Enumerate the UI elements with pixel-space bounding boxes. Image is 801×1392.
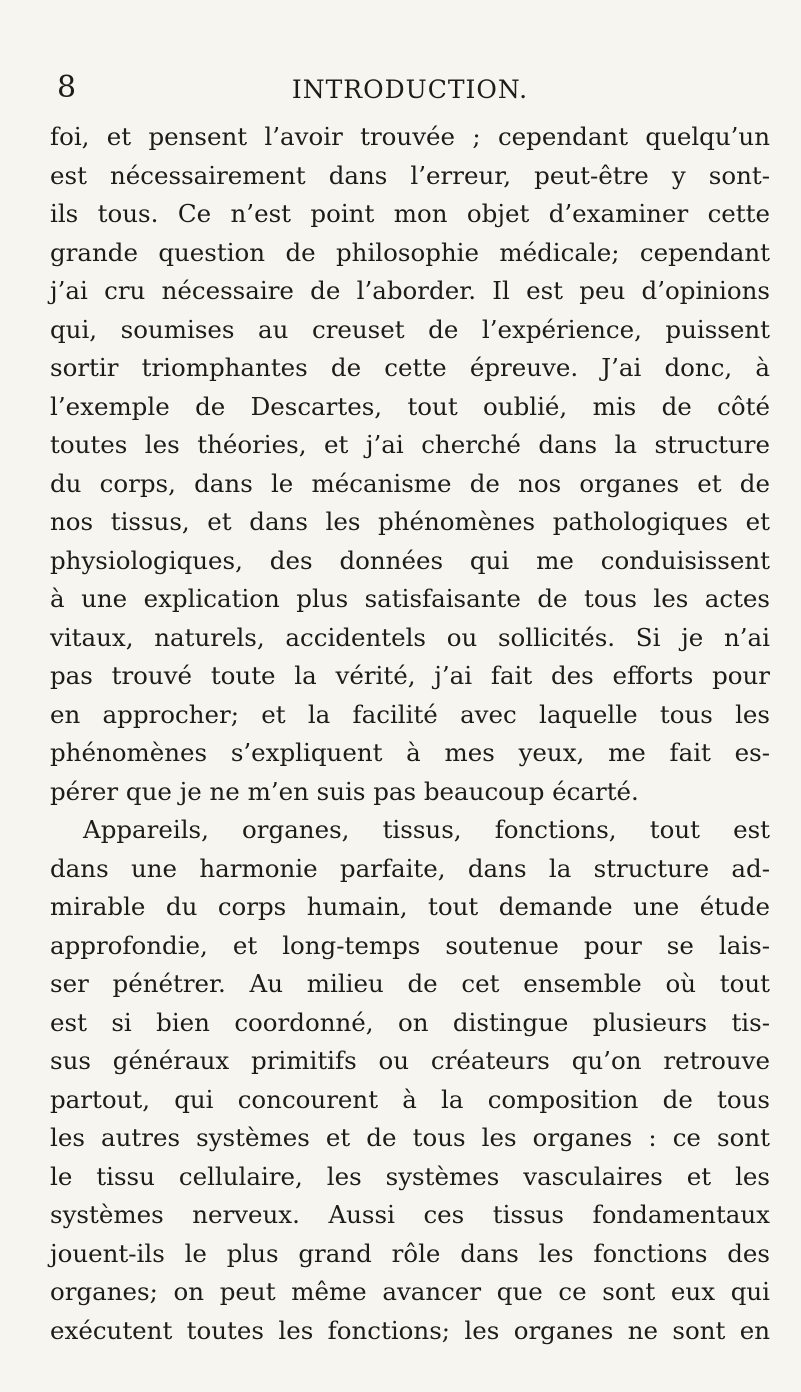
text-line: grande question de philosophie médicale; cependant: [50, 237, 770, 267]
page-header: [50, 68, 770, 118]
text-line: le tissu cellulaire, les systèmes vasculaires et les: [50, 1161, 770, 1191]
text-line: j’ai cru nécessaire de l’aborder. Il est peu d’opinions: [50, 276, 770, 305]
text-line: Appareils, organes, tissus, fonctions, tout est: [83, 815, 770, 844]
text-line: nos tissus, et dans les phénomènes pathologiques et: [50, 507, 770, 536]
text-line: approfondie, et long-temps soutenue pour se lais-: [50, 930, 770, 960]
text-line: à une explication plus satisfaisante de tous les actes: [50, 584, 770, 613]
text-line: mirable du corps humain, tout demande une étude: [50, 892, 770, 921]
text-line: ils tous. Ce n’est point mon objet d’examiner cette: [50, 199, 770, 228]
text-line: qui, soumises au creuset de l’expérience, puissent: [50, 314, 770, 344]
text-line: dans une harmonie parfaite, dans la structure ad-: [50, 853, 770, 883]
text-line: foi, et pensent l’avoir trouvée ; cependant quelqu’un: [50, 122, 770, 151]
body-text: [50, 118, 770, 1350]
text-line: est nécessairement dans l’erreur, peut-être y sont-: [50, 160, 770, 190]
text-line: organes; on peut même avancer que ce sont eux qui: [50, 1277, 770, 1306]
text-line: phénomènes s’expliquent à mes yeux, me fait es-: [50, 738, 770, 767]
text-line: sortir triomphantes de cette épreuve. J’ai donc, à: [50, 353, 770, 382]
text-line: l’exemple de Descartes, tout oublié, mis de côté: [50, 391, 770, 421]
text-line: ser pénétrer. Au milieu de cet ensemble où tout: [50, 969, 770, 998]
text-line: les autres systèmes et de tous les organes : ce sont: [50, 1123, 770, 1152]
text-line: du corps, dans le mécanisme de nos organes et de: [50, 468, 770, 498]
text-line: exécutent toutes les fonctions; les organes ne sont en: [50, 1315, 770, 1345]
text-line: en approcher; et la facilité avec laquelle tous les: [50, 699, 770, 729]
text-line: est si bien coordonné, on distingue plusieurs tis-: [50, 1007, 770, 1037]
text-line: systèmes nerveux. Aussi ces tissus fondamentaux: [50, 1200, 770, 1229]
book-page: [50, 68, 770, 1350]
text-line: toutes les théories, et j’ai cherché dans la structure: [50, 430, 770, 459]
text-line: pas trouvé toute la vérité, j’ai fait des efforts pour: [50, 661, 770, 690]
text-line: physiologiques, des données qui me conduisissent: [50, 545, 770, 575]
text-line: jouent-ils le plus grand rôle dans les fonctions des: [50, 1238, 770, 1268]
text-line: partout, qui concourent à la composition de tous: [50, 1084, 770, 1114]
text-line: sus généraux primitifs ou créateurs qu’on retrouve: [50, 1046, 770, 1075]
running-head: INTRODUCTION.: [291, 75, 529, 104]
page-number: 8: [57, 70, 77, 105]
text-line: vitaux, naturels, accidentels ou sollicités. Si je n’ai: [50, 622, 770, 652]
text-line: pérer que je ne m’en suis pas beaucoup écarté.: [50, 776, 639, 806]
